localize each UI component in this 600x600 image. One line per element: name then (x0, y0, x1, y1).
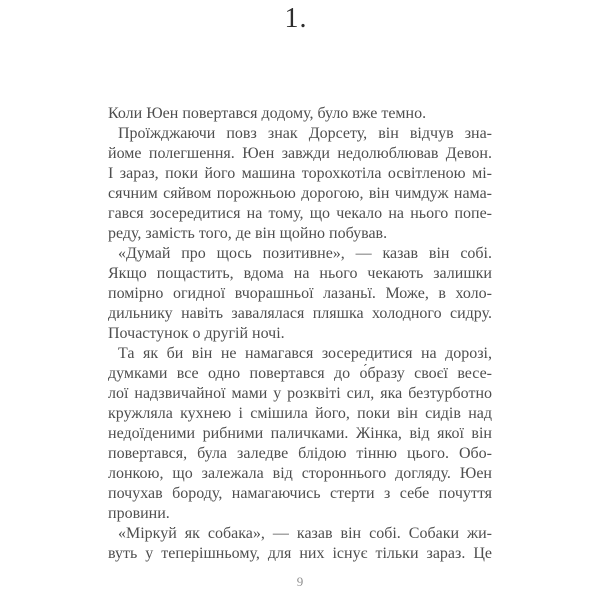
text-line: йоме полегшення. Юен завжди недолюблював Девон. (108, 145, 492, 162)
text-line: Якщо пощастить, вдома на нього чекають залишки (108, 265, 492, 282)
text-line: Почастунок о другій ночі. (108, 325, 285, 342)
text-line: реду, замість того, де він щойно побував. (108, 225, 388, 242)
page-number: 9 (296, 574, 304, 589)
text-line: повертався, була заледве блідою тінню цього. Обо- (108, 445, 492, 462)
text-line: гався зосередитися на тому, що чекало на нього попе- (108, 205, 492, 222)
text-line: думками все одно повертався до о́бразу своєї весе- (108, 365, 492, 382)
text-line: Та як би він не намагався зосередитися на дорозі, (118, 345, 492, 362)
text-line: провини. (108, 505, 170, 522)
text-line: І зараз, поки його машина торохкотіла освітленою мі- (108, 165, 492, 182)
text-line: помірно огидної вчорашньої лазаньї. Може, в холо- (108, 285, 492, 302)
text-line: «Міркуй як собака», — казав він собі. Собаки жи- (118, 525, 492, 542)
text-line: Коли Юен повертався додому, було вже темно. (108, 105, 427, 122)
body-text-block (108, 104, 492, 564)
text-line: кружляла кухнею і смішила його, поки він сидів над (108, 405, 492, 422)
text-line: дильнику навіть завалялася пляшка холодного сидру. (108, 305, 492, 322)
text-line: вуть у теперішньому, для них існує тільки зараз. Це (108, 545, 492, 562)
text-line: сячним сяйвом порожньою дорогою, він чимдуж нама- (108, 185, 492, 202)
text-line: Проїжджаючи повз знак Дорсету, він відчув зна- (118, 125, 492, 142)
text-line: недоїденими рибними паличками. Жінка, від якої він (108, 425, 492, 442)
text-line: почухав бороду, намагаючись стерти з себе почуття (108, 485, 492, 502)
chapter-heading: 1. (284, 3, 308, 34)
text-line: «Думай про щось позитивне», — казав він собі. (118, 245, 492, 262)
text-line: лонкою, що залежала від стороннього догляду. Юен (108, 465, 492, 482)
text-line: лої надзвичайної мами у розквіті сил, яка безтурботно (108, 385, 492, 402)
